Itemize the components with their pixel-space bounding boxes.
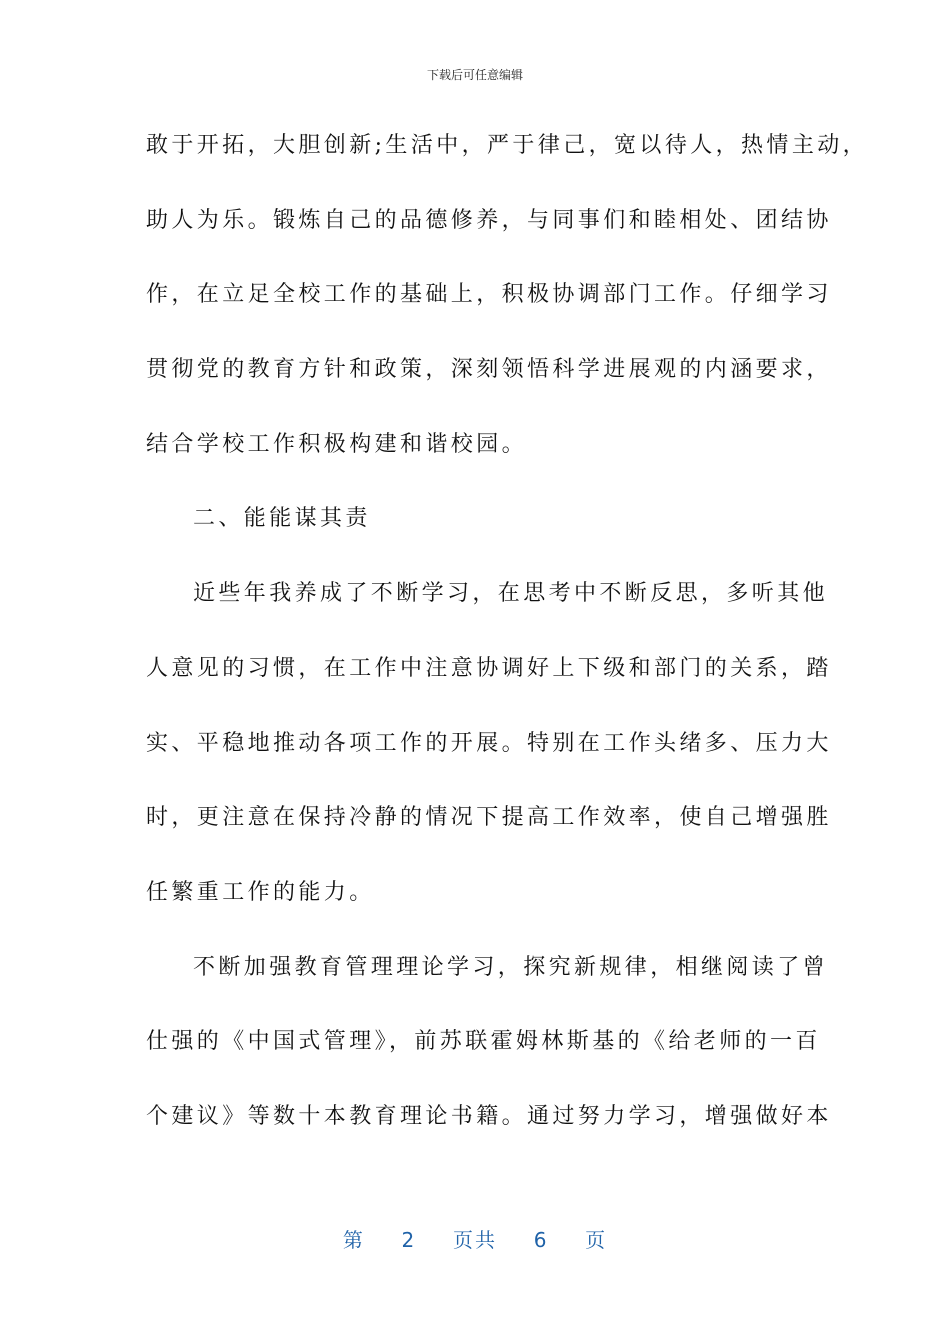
text-line: 结合学校工作积极构建和谐校园。 [146,431,528,457]
section-heading: 二、能能谋其责 [193,506,371,532]
total-page-number: 6 [533,1228,549,1252]
text-line: 贯彻党的教育方针和政策，深刻领悟科学进展观的内涵要求， [146,357,832,383]
text-line: 实、平稳地推动各项工作的开展。特别在工作头绪多、压力大 [146,730,832,756]
page-header: 下载后可任意编辑 [426,68,523,82]
text-line: 个建议》等数十本教育理论书籍。通过努力学习，增强做好本 [146,1103,832,1129]
text-line: 仕强的《中国式管理》，前苏联霍姆林斯基的《给老师的一百 [146,1029,821,1055]
current-page-number: 2 [401,1228,417,1252]
document-body [146,124,869,1170]
text-line: 人意见的习惯，在工作中注意协调好上下级和部门的关系，踏 [146,655,832,681]
footer-ye-gong: 页共 [453,1228,497,1252]
footer-ye: 页 [585,1228,608,1252]
footer-di: 第 [342,1228,365,1252]
text-line: 任繁重工作的能力。 [146,879,375,905]
paragraph-start-line: 不断加强教育管理理论学习，探究新规律，相继阅读了曾 [193,954,829,980]
paragraph-start-line: 近些年我养成了不断学习，在思考中不断反思，多听其他 [193,581,829,607]
page-footer [0,1224,950,1253]
text-line: 助人为乐。锻炼自己的品德修养，与同事们和睦相处、团结协 [146,207,832,233]
text-line: 作，在立足全校工作的基础上，积极协调部门工作。仔细学习 [146,282,832,308]
text-line: 时，更注意在保持冷静的情况下提高工作效率，使自己增强胜 [146,805,832,831]
text-line: 敢于开拓，大胆创新;生活中，严于律己，宽以待人，热情主动， [146,133,869,158]
